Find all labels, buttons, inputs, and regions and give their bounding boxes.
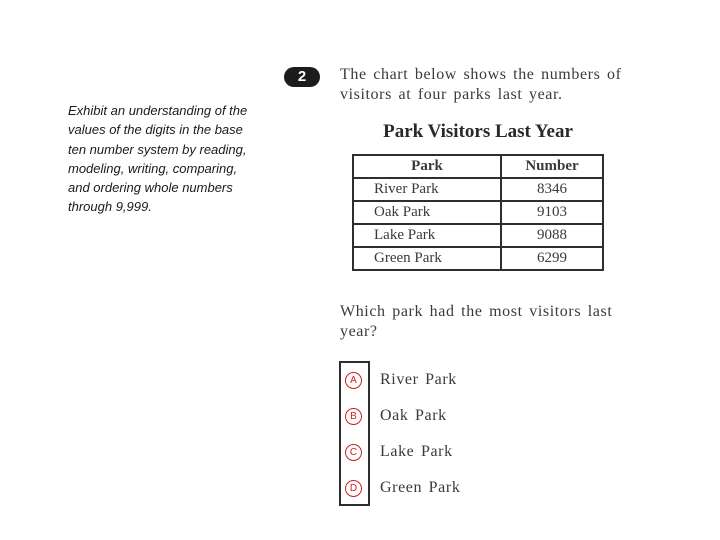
table-row [353,224,603,247]
table-row [353,247,603,270]
column-header-park: Park [353,155,501,178]
table-header-row [353,155,603,178]
visitor-count-cell: 8346 [501,178,603,201]
answer-label-a: River Park [380,371,457,388]
column-header-number: Number [501,155,603,178]
visitor-count-cell: 9103 [501,201,603,224]
answer-choice-a[interactable] [345,369,457,391]
standard-description: Exhibit an understanding of the values of the digits in the base ten number system by reading, modeling, writing, comparing, and ordering whole numbers through 9,999. [68,103,248,215]
answer-choice-c[interactable] [345,441,453,463]
answer-bubble-a[interactable]: A [345,372,362,389]
answer-choice-d[interactable] [345,477,461,499]
answer-bubble-c[interactable]: C [345,444,362,461]
question-number-badge: 2 [284,67,320,87]
park-visitors-table [352,154,604,271]
park-name-cell: River Park [353,178,501,201]
table-row [353,201,603,224]
park-name-cell: Green Park [353,247,501,270]
answer-label-c: Lake Park [380,443,453,460]
question-ask: Which park had the most visitors last year? [340,303,613,340]
park-name-cell: Oak Park [353,201,501,224]
table-row [353,178,603,201]
answer-bubble-b[interactable]: B [345,408,362,425]
answer-label-d: Green Park [380,479,461,496]
visitor-count-cell: 9088 [501,224,603,247]
visitor-count-cell: 6299 [501,247,603,270]
question-prompt: The chart below shows the numbers of visitors at four parks last year. [340,66,622,103]
answer-label-b: Oak Park [380,407,447,424]
answer-bubble-d[interactable]: D [345,480,362,497]
answer-choice-b[interactable] [345,405,447,427]
table-title: Park Visitors Last Year [383,121,573,142]
park-name-cell: Lake Park [353,224,501,247]
